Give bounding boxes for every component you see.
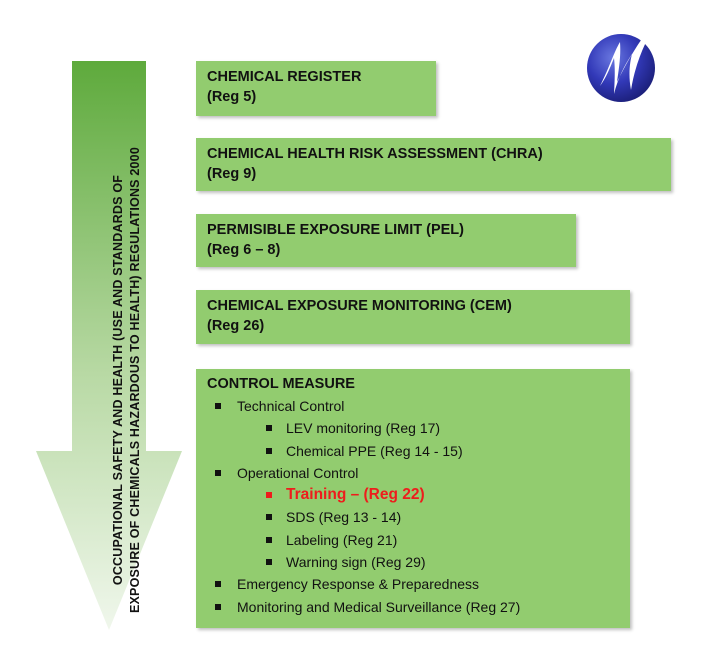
list-item	[207, 395, 619, 417]
list-item	[207, 417, 619, 439]
square-bullet-icon	[215, 581, 221, 587]
box-ref: (Reg 5)	[207, 89, 257, 105]
square-bullet-icon	[266, 492, 272, 498]
list-item	[207, 551, 619, 573]
square-bullet-icon	[266, 448, 272, 454]
list-item	[207, 462, 619, 484]
square-bullet-icon	[215, 403, 221, 409]
box-ref: (Reg 6 – 8)	[207, 242, 281, 258]
list-item-label: Operational Control	[237, 464, 359, 481]
regulation-label-line1: OCCUPATIONAL SAFETY AND HEALTH (USE AND STANDARDS OF	[111, 174, 125, 586]
list-item-label: Labeling (Reg 21)	[286, 531, 398, 548]
box-title: CHEMICAL REGISTER	[207, 69, 362, 85]
square-bullet-icon	[215, 470, 221, 476]
square-bullet-icon	[266, 537, 272, 543]
list-item-highlighted	[207, 484, 619, 506]
list-item	[207, 573, 619, 595]
list-item-label: Chemical PPE (Reg 14 - 15)	[286, 442, 463, 459]
list-item-label: SDS (Reg 13 - 14)	[286, 509, 402, 526]
list-item-label: Warning sign (Reg 29)	[286, 554, 426, 571]
list-item-label: Monitoring and Medical Surveillance (Reg 27)	[237, 598, 521, 615]
box-ref: (Reg 26)	[207, 318, 265, 334]
box-title: CHEMICAL HEALTH RISK ASSESSMENT (CHRA)	[207, 146, 543, 162]
list-item-label: Technical Control	[237, 398, 345, 414]
list-item	[207, 529, 619, 551]
square-bullet-icon	[266, 559, 272, 565]
cem-box	[196, 290, 630, 344]
list-item	[207, 440, 619, 462]
list-item-label: Training – (Reg 22)	[286, 486, 425, 504]
box-ref: (Reg 9)	[207, 166, 257, 182]
list-item-label: Emergency Response & Preparedness	[237, 576, 480, 593]
control-measure-title: CONTROL MEASURE	[207, 376, 355, 392]
box-title: PERMISIBLE EXPOSURE LIMIT (PEL)	[207, 222, 464, 238]
square-bullet-icon	[266, 514, 272, 520]
square-bullet-icon	[266, 425, 272, 431]
logo-swoosh-icon	[584, 14, 664, 106]
box-title: CHEMICAL EXPOSURE MONITORING (CEM)	[207, 298, 512, 314]
control-measure-box	[196, 369, 630, 628]
regulation-vertical-label	[110, 110, 144, 650]
list-item-label: LEV monitoring (Reg 17)	[286, 420, 441, 437]
list-item	[207, 506, 619, 528]
chra-box	[196, 138, 671, 191]
pel-box	[196, 214, 576, 267]
list-item	[207, 596, 619, 618]
regulation-label-line2: EXPOSURE OF CHEMICALS HAZARDOUS TO HEALTH) REGULATIONS 2000	[128, 147, 142, 614]
chemical-register-box	[196, 61, 436, 116]
square-bullet-icon	[215, 604, 221, 610]
